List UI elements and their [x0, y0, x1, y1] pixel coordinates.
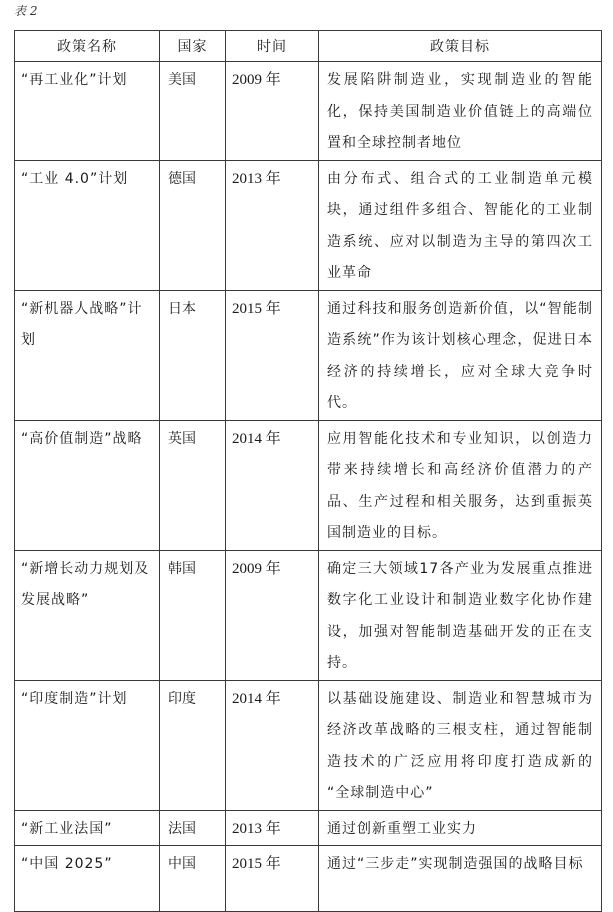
cell-country — [160, 810, 226, 846]
cell-policy-name — [15, 846, 160, 912]
cell-policy-goal — [319, 846, 602, 912]
year-text: 2015 年 — [232, 856, 281, 872]
cell-country — [160, 680, 226, 810]
cell-policy-goal — [319, 680, 602, 810]
year-text: 2013 年 — [232, 170, 281, 187]
year-text: 2009 年 — [232, 560, 281, 577]
table-row — [15, 846, 602, 912]
policy-table — [14, 30, 602, 912]
cell-year — [226, 420, 319, 550]
cell-policy-goal — [319, 62, 602, 161]
cell-policy-goal — [319, 290, 602, 420]
table-row — [15, 420, 602, 550]
cell-country — [160, 290, 226, 420]
cell-year — [226, 62, 319, 161]
cell-year — [226, 810, 319, 846]
table-header-row — [15, 31, 602, 62]
table-caption: 表 2 — [14, 4, 38, 18]
cell-country — [160, 160, 226, 290]
cell-policy-name — [15, 160, 160, 290]
table-row — [15, 160, 602, 290]
table-row — [15, 680, 602, 810]
country-text: 印度 — [168, 690, 196, 707]
country-text: 英国 — [168, 430, 196, 447]
cell-policy-name — [15, 62, 160, 161]
cell-policy-goal — [319, 160, 602, 290]
country-text: 韩国 — [168, 560, 196, 577]
header-policy-name: 政策名称 — [15, 31, 160, 62]
cell-policy-goal — [319, 420, 602, 550]
cell-year — [226, 680, 319, 810]
country-text: 日本 — [168, 300, 196, 317]
policy-name-text: “工业 4.0”计划 — [21, 170, 129, 187]
year-text: 2014 年 — [232, 430, 281, 447]
header-policy-goal: 政策目标 — [319, 31, 602, 62]
policy-goal-text: 通过创新重塑工业实力 — [327, 820, 477, 837]
table-row — [15, 62, 602, 161]
policy-goal-text: 确定三大领域17各产业为发展重点推进数字化工业设计和制造业数字化协作建设，加强对智能制造基础开发的正在支持。 — [327, 560, 593, 671]
cell-policy-goal — [319, 810, 602, 846]
policy-name-text: “中国 2025” — [21, 856, 113, 872]
policy-name-text: “高价值制造”战略 — [21, 430, 143, 447]
policy-name-text: “印度制造”计划 — [21, 690, 128, 707]
policy-name-text: “再工业化”计划 — [21, 72, 128, 88]
cell-country — [160, 846, 226, 912]
policy-name-text: “新工业法国” — [21, 820, 113, 837]
cell-policy-name — [15, 680, 160, 810]
cell-year — [226, 160, 319, 290]
policy-name-text: “新增长动力规划及发展战略” — [21, 560, 150, 608]
table-row — [15, 810, 602, 846]
policy-goal-text: 通过科技和服务创造新价值，以“智能制造系统”作为该计划核心理念，促进日本经济的持续增长，应对全球大竞争时代。 — [327, 300, 593, 411]
cell-policy-name — [15, 420, 160, 550]
cell-year — [226, 290, 319, 420]
table-row — [15, 550, 602, 680]
country-text: 德国 — [168, 170, 196, 187]
cell-year — [226, 846, 319, 912]
cell-country — [160, 550, 226, 680]
header-country: 国家 — [160, 31, 226, 62]
country-text: 法国 — [168, 820, 196, 837]
country-text: 美国 — [168, 72, 196, 88]
cell-country — [160, 62, 226, 161]
cell-policy-name — [15, 550, 160, 680]
cell-policy-goal — [319, 550, 602, 680]
year-text: 2009 年 — [232, 72, 281, 88]
country-text: 中国 — [168, 856, 196, 872]
policy-goal-text: 由分布式、组合式的工业制造单元模块，通过组件多组合、智能化的工业制造系统、应对以制造为主导的第四次工业革命 — [327, 170, 593, 281]
year-text: 2014 年 — [232, 690, 281, 707]
policy-goal-text: 以基础设施建设、制造业和智慧城市为经济改革战略的三根支柱，通过智能制造技术的广泛应用将印度打造成新的 “全球制造中心” — [327, 690, 593, 801]
policy-name-text: “新机器人战略”计划 — [21, 300, 143, 348]
policy-goal-text: 发展陷阱制造业，实现制造业的智能化，保持美国制造业价值链上的高端位置和全球控制者地位 — [327, 72, 593, 151]
year-text: 2013 年 — [232, 820, 281, 837]
policy-goal-text: 应用智能化技术和专业知识，以创造力带来持续增长和高经济价值潜力的产品、生产过程和相关服务，达到重振英国制造业的目标。 — [327, 430, 593, 541]
cell-year — [226, 550, 319, 680]
policy-goal-text: 通过“三步走”实现制造强国的战略目标 — [327, 856, 584, 872]
year-text: 2015 年 — [232, 300, 281, 317]
header-year: 时间 — [226, 31, 319, 62]
cell-policy-name — [15, 290, 160, 420]
cell-policy-name — [15, 810, 160, 846]
table-row — [15, 290, 602, 420]
cell-country — [160, 420, 226, 550]
